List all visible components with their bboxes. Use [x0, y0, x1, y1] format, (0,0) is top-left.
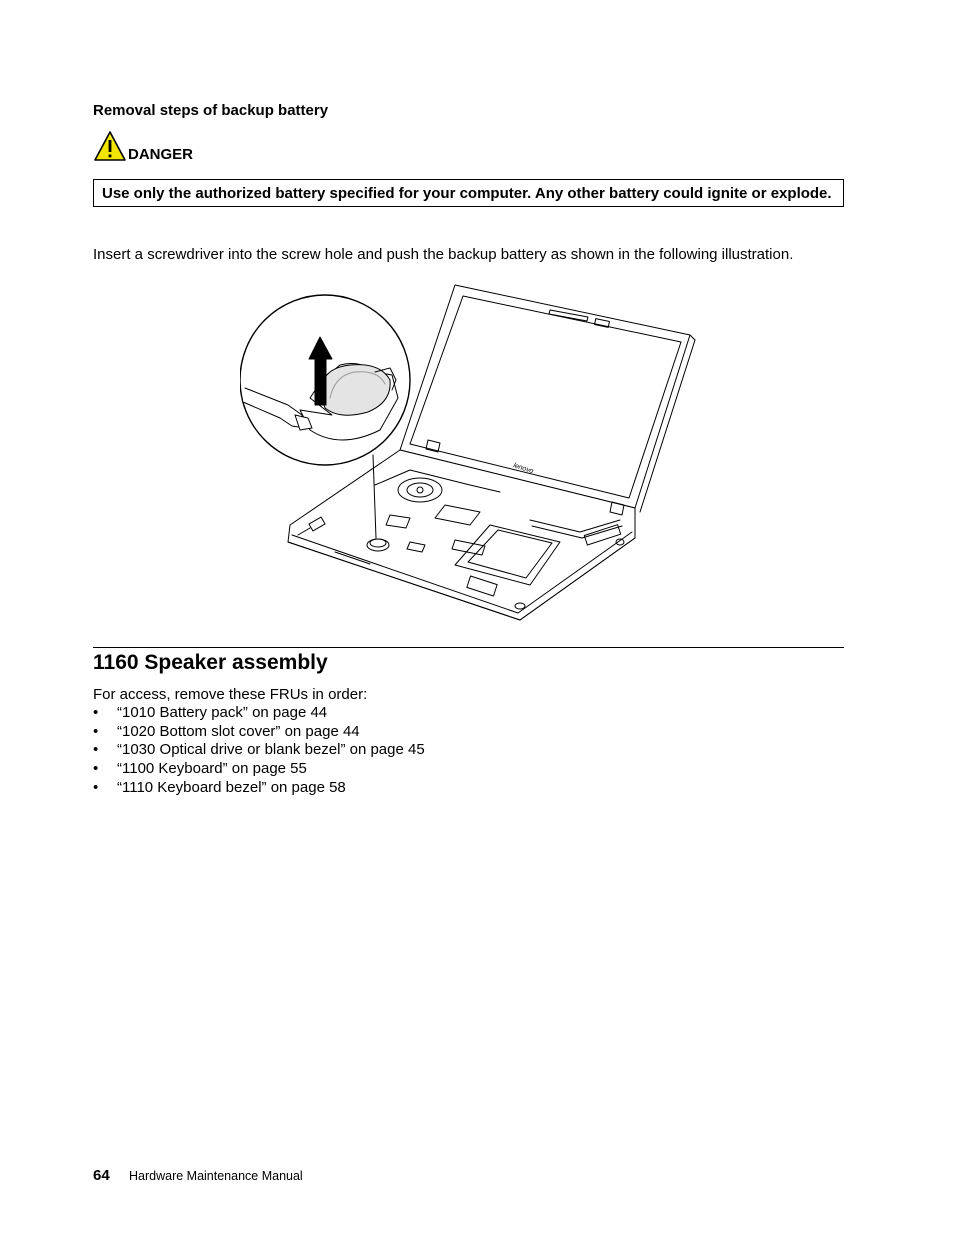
bullet: • — [93, 760, 99, 778]
fru-link[interactable]: “1020 Bottom slot cover” on page 44 — [117, 722, 360, 740]
list-item — [93, 741, 425, 760]
list-item — [93, 779, 425, 798]
magnified-view — [240, 295, 410, 465]
bullet: • — [93, 722, 99, 740]
warning-icon — [93, 130, 127, 162]
fru-list — [93, 704, 425, 797]
section-divider — [93, 647, 844, 648]
removal-heading: Removal steps of backup battery — [93, 102, 329, 119]
section-intro: For access, remove these FRUs in order: — [93, 686, 368, 703]
list-item — [93, 760, 425, 779]
section-title: 1160 Speaker assembly — [93, 651, 328, 674]
manual-title: Hardware Maintenance Manual — [129, 1169, 303, 1183]
list-item — [93, 704, 425, 723]
page-number: 64 — [93, 1167, 110, 1184]
fru-link[interactable]: “1110 Keyboard bezel” on page 58 — [117, 778, 346, 796]
danger-box: Use only the authorized battery specified for your computer. Any other battery could ignite or explode. — [93, 179, 844, 207]
bullet: • — [93, 741, 99, 759]
fru-link[interactable]: “1010 Battery pack” on page 44 — [117, 704, 328, 721]
danger-label: DANGER — [128, 146, 194, 163]
lenovo-logo: lenovo — [512, 462, 535, 476]
backup-battery-illustration — [240, 280, 710, 635]
bullet: • — [93, 704, 99, 721]
list-item — [93, 723, 425, 742]
bullet: • — [93, 778, 99, 796]
fru-link[interactable]: “1030 Optical drive or blank bezel” on page 45 — [117, 741, 425, 759]
instruction-text: Insert a screwdriver into the screw hole and push the backup battery as shown in the following illustration. — [93, 246, 794, 263]
fru-link[interactable]: “1100 Keyboard” on page 55 — [117, 760, 307, 778]
